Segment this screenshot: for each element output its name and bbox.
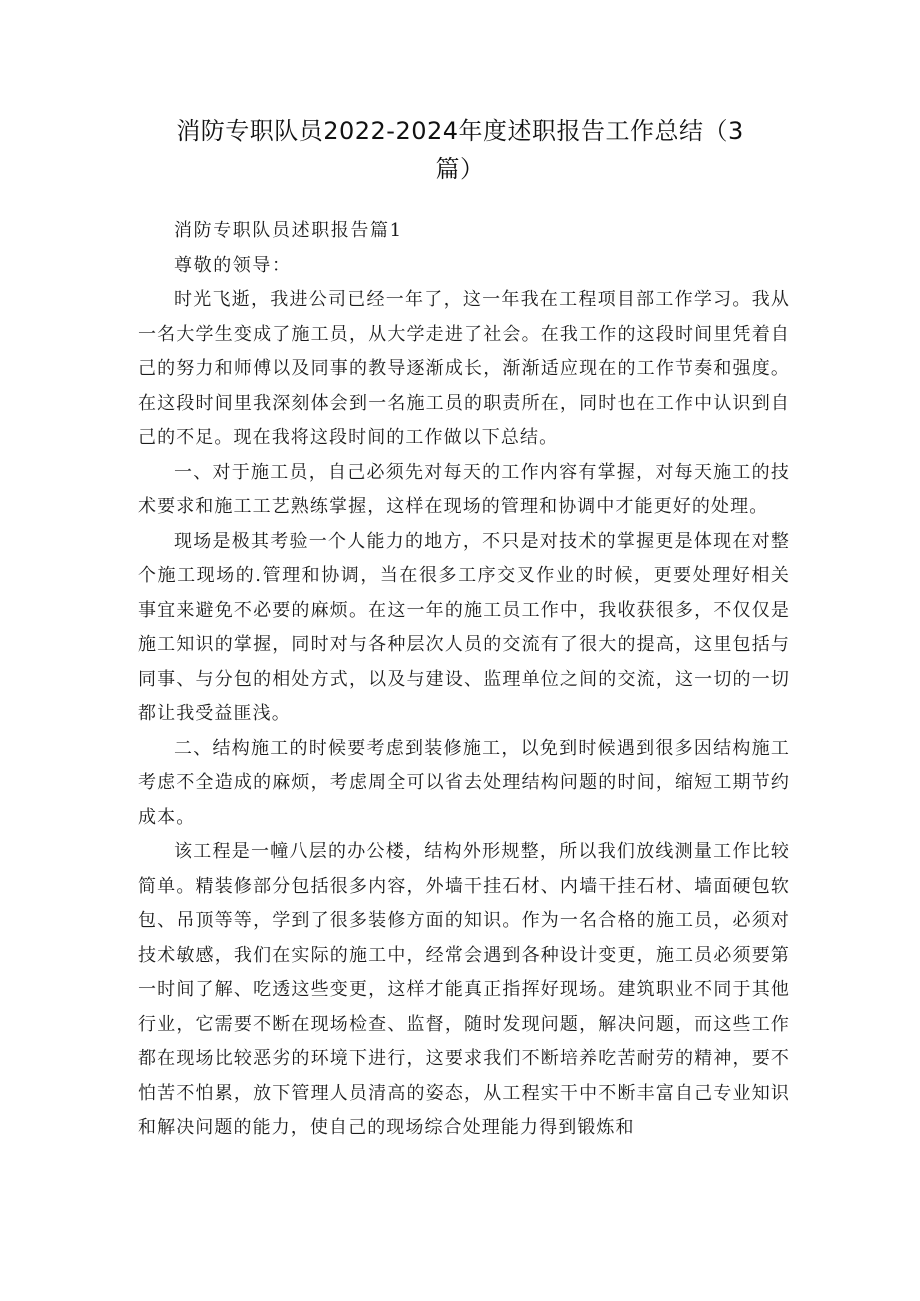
paragraph-1: 时光飞逝，我进公司已经一年了，这一年我在工程项目部工作学习。我从一名大学生变成了施工员，从大学走进了社会。在我工作的这段时间里凭着自己的努力和师傅以及同事的教导逐渐成长，渐渐适应现在的工作节奏和强度。在这段时间里我深刻体会到一名施工员的职责所在，同时也在工作中认识到自己的不足。现在我将这段时间的工作做以下总结。 bbox=[138, 289, 790, 448]
paragraph-5: 该工程是一幢八层的办公楼，结构外形规整，所以我们放线测量工作比较简单。精装修部分包括很多内容，外墙干挂石材、内墙干挂石材、墙面硬包软包、吊顶等等，学到了很多装修方面的知识。作为一名合格的施工员，必须对技术敏感，我们在实际的施工中，经常会遇到各种设计变更，施工员必须要第一时间了解、吃透这些变更，这样才能真正指挥好现场。建筑职业不同于其他行业，它需要不断在现场检查、监督，随时发现问题，解决问题，而这些工作都在现场比较恶劣的环境下进行，这要求我们不断培养吃苦耐劳的精神，要不怕苦不怕累，放下管理人员清高的姿态，从工程实干中不断丰富自己专业知识和解决问题的能力，使自己的现场综合处理能力得到锻炼和 bbox=[138, 841, 790, 1138]
paragraph-2: 一、对于施工员，自己必须先对每天的工作内容有掌握，对每天施工的技术要求和施工工艺熟练掌握，这样在现场的管理和协调中才能更好的处理。 bbox=[138, 461, 790, 517]
document-title: 消防专职队员2022-2024年度述职报告工作总结（3篇） bbox=[176, 117, 744, 183]
salutation: 尊敬的领导： bbox=[174, 254, 292, 276]
document-body bbox=[138, 214, 790, 1146]
section-heading: 消防专职队员述职报告篇1 bbox=[174, 220, 403, 241]
paragraph-3: 现场是极其考验一个人能力的地方，不只是对技术的掌握更是体现在对整个施工现场的.管理和协调，当在很多工序交叉作业的时候，更要处理好相关事宜来避免不必要的麻烦。在这一年的施工员工作中，我收获很多，不仅仅是施工知识的掌握，同时对与各种层次人员的交流有了很大的提高，这里包括与同事、与分包的相处方式，以及与建设、监理单位之间的交流，这一切的一切都让我受益匪浅。 bbox=[138, 530, 790, 724]
paragraph-4: 二、结构施工的时候要考虑到装修施工，以免到时候遇到很多因结构施工考虑不全造成的麻烦，考虑周全可以省去处理结构问题的时间，缩短工期节约成本。 bbox=[138, 737, 790, 828]
